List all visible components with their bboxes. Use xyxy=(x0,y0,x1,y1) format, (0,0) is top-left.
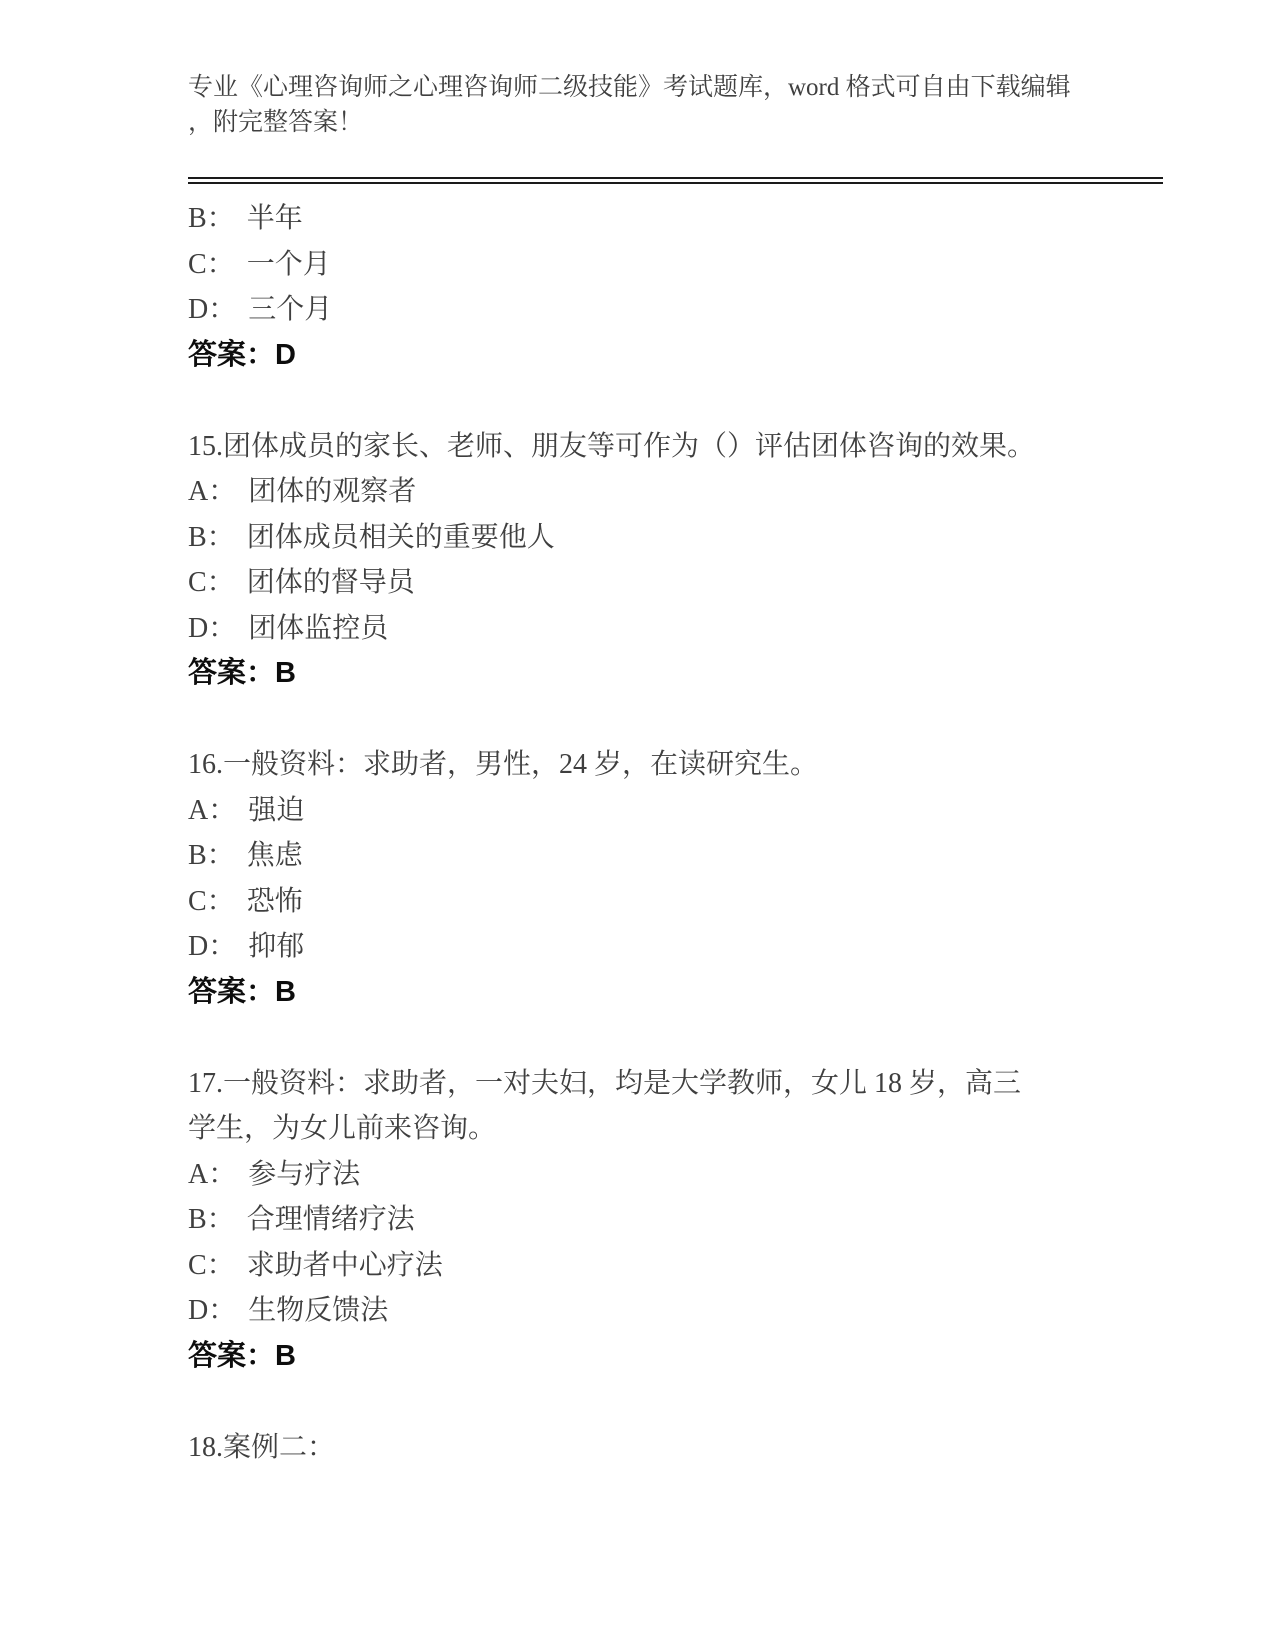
option-label: D： xyxy=(188,1295,237,1326)
question-block xyxy=(188,424,1163,697)
option-label: B： xyxy=(188,203,235,234)
option-label: D： xyxy=(188,612,237,644)
option-label: B： xyxy=(188,521,235,553)
option-label: C： xyxy=(188,885,235,917)
option-line xyxy=(188,242,1163,288)
option-label: D： xyxy=(188,294,237,325)
option-line xyxy=(188,1152,1163,1198)
option-text: 团体成员相关的重要他人 xyxy=(246,521,555,553)
option-line xyxy=(188,196,1163,242)
option-text: 合理情绪疗法 xyxy=(246,1204,415,1235)
option-text: 参与疗法 xyxy=(248,1158,361,1190)
option-label: B： xyxy=(188,1204,235,1235)
question-block xyxy=(188,1061,1163,1380)
question-block xyxy=(188,196,1163,378)
option-line xyxy=(188,879,1163,925)
header-text-line: 专业《心理咨询师之心理咨询师二级技能》考试题库，word 格式可自由下载编辑 xyxy=(188,74,1071,101)
option-line xyxy=(188,924,1163,970)
option-text: 三个月 xyxy=(248,294,333,325)
option-text: 一个月 xyxy=(246,248,331,280)
option-line xyxy=(188,1288,1163,1334)
question-stem: 17.一般资料：求助者，一对夫妇，均是大学教师，女儿 18 岁，高三 xyxy=(188,1067,1022,1099)
option-label: D： xyxy=(188,931,237,962)
option-label: A： xyxy=(188,476,237,507)
option-line xyxy=(188,560,1163,606)
option-line xyxy=(188,833,1163,879)
question-stem: 15.团体成员的家长、老师、朋友等可作为（）评估团体咨询的效果。 xyxy=(188,430,1036,462)
answer-line: 答案：B xyxy=(188,975,296,1008)
option-text: 团体监控员 xyxy=(248,612,389,644)
option-label: C： xyxy=(188,1249,235,1281)
page-header xyxy=(188,70,1163,140)
option-text: 恐怖 xyxy=(246,885,303,917)
option-label: A： xyxy=(188,1158,237,1190)
answer-line: 答案：B xyxy=(188,657,296,689)
question-stem: 学生，为女儿前来咨询。 xyxy=(188,1113,497,1144)
option-text: 焦虑 xyxy=(246,840,303,871)
option-line xyxy=(188,1243,1163,1289)
option-line xyxy=(188,287,1163,333)
option-text: 团体的观察者 xyxy=(248,476,417,507)
question-stem: 18.案例二： xyxy=(188,1431,336,1463)
option-text: 强迫 xyxy=(248,794,305,826)
document-body xyxy=(188,196,1163,1470)
option-line xyxy=(188,469,1163,515)
answer-line: 答案：D xyxy=(188,338,296,371)
option-text: 团体的督导员 xyxy=(246,567,415,598)
option-label: C： xyxy=(188,248,235,280)
option-line xyxy=(188,1197,1163,1243)
option-label: B： xyxy=(188,840,235,871)
option-line xyxy=(188,606,1163,652)
answer-line: 答案：B xyxy=(188,1339,296,1372)
header-divider xyxy=(188,177,1163,184)
option-line xyxy=(188,788,1163,834)
option-text: 求助者中心疗法 xyxy=(246,1249,443,1281)
option-line xyxy=(188,515,1163,561)
question-block xyxy=(188,1425,1163,1471)
question-block xyxy=(188,742,1163,1015)
option-text: 半年 xyxy=(246,203,303,234)
option-text: 抑郁 xyxy=(248,931,305,962)
option-label: C： xyxy=(188,567,235,598)
option-text: 生物反馈法 xyxy=(248,1295,389,1326)
header-text-line: ，附完整答案！ xyxy=(188,109,364,136)
option-label: A： xyxy=(188,794,237,826)
question-stem: 16.一般资料：求助者，男性，24 岁，在读研究生。 xyxy=(188,749,819,780)
